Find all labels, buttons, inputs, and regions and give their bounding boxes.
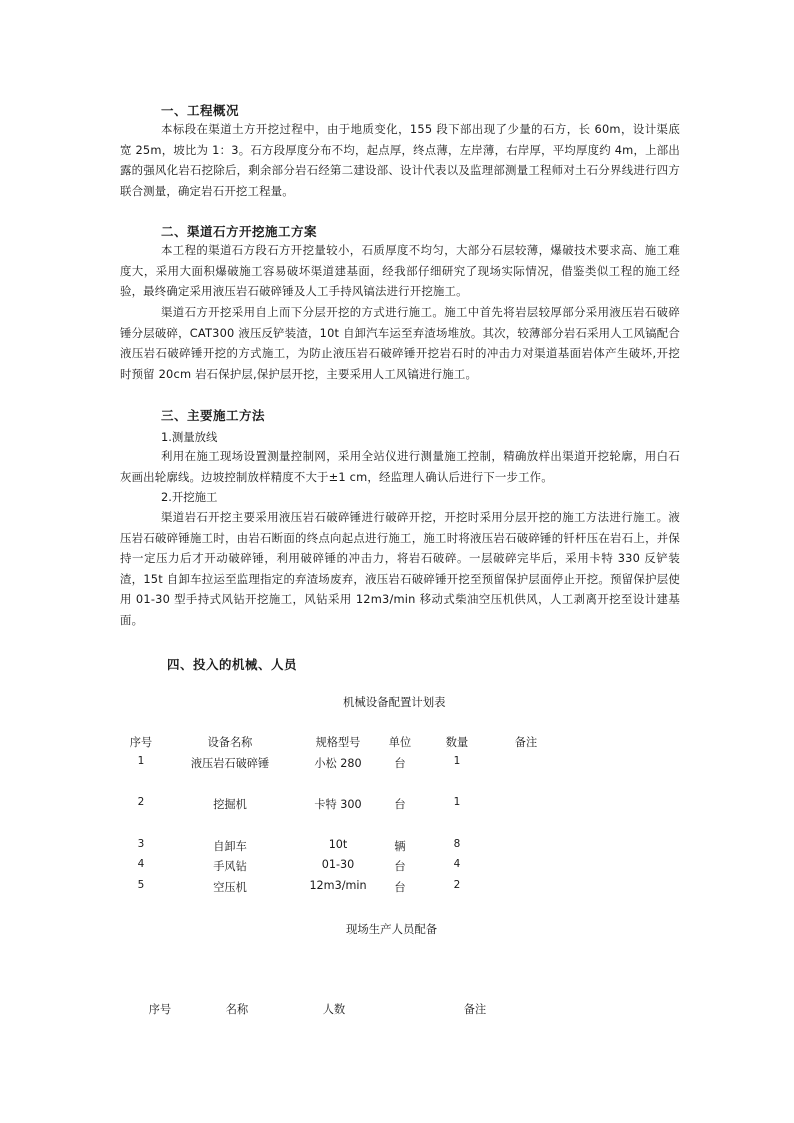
header-index: 序号 [129,736,153,749]
overview-paragraph: 本标段在渠道土方开挖过程中，由于地质变化，155 段下部出现了少量的石方，长 60m，设计渠底宽 25m，坡比为 1：3。石方段厚度分布不均，起点厚，终点薄，左岸薄，右岸厚，平均厚度约 4m，上部出露的强风化岩石挖除后，剩余部分岩石经第二建设部、设计代表以及监理部测量工程师对土石分界线进行四方联合测量，确定岩石开挖工程量。 [120,122,680,198]
survey-paragraph: 利用在施工现场设置测量控制网，采用全站仪进行测量施工控制，精确放样出渠道开挖轮廓，用白石灰画出轮廓线。边坡控制放样精度不大于±1 cm，经监理人确认后进行下一步工作。 [120,449,680,484]
row-unit: 台 [394,757,406,770]
row-model: 12m3/min [309,879,367,892]
header-remarks: 备注 [514,736,538,749]
header-equipment-name: 设备名称 [207,736,253,749]
header-index: 序号 [148,1003,172,1016]
personnel-table-caption: 现场生产人员配备 [346,922,438,936]
plan-paragraph-2: 渠道石方开挖采用自上而下分层开挖的方式进行施工。施工中首先将岩层较厚部分采用液压岩石破碎锤分层破碎，CAT300 液压反铲装渣，10t 自卸汽车运至弃渣场堆放。其次，较薄部分岩石采用人工风镐配合液压岩石破碎锤开挖的方式施工，为防止液压岩石破碎锤开挖岩石时的冲击力对渠道基面岩体产生破坏,开挖时预留 20cm 岩石保护层,保护层开挖，主要采用人工风镐进行施工。 [120,305,680,381]
header-model: 规格型号 [315,736,361,749]
row-equipment-name: 挖掘机 [213,798,247,811]
header-name: 名称 [225,1003,249,1016]
row-quantity: 1 [453,796,461,808]
excavation-paragraph: 渠道岩石开挖主要采用液压岩石破碎锤进行破碎开挖，开挖时采用分层开挖的施工方法进行施工。液压岩石破碎锤施工时，由岩石断面的终点向起点进行施工，施工时将液压岩石破碎锤的钎杆压在岩石上，并保持一定压力后才开动破碎锤，利用破碎锤的冲击力，将岩石破碎。一层破碎完毕后，采用卡特 330 反铲装渣，15t 自卸车拉运至监理指定的弃渣场废弃，液压岩石破碎锤开挖至预留保护层面停止开挖。预留保护层使用 01-30 型手持式风钻开挖施工，风钻采用 12m3/min 移动式柴油空压机供风，人工剥离开挖至设计建基面。 [120,510,680,627]
row-index: 5 [137,879,145,891]
row-unit: 台 [394,798,406,811]
subheading-survey: 1.测量放线 [161,430,218,444]
section-heading-overview: 一、工程概况 [161,103,240,118]
row-equipment-name: 空压机 [213,881,247,894]
row-equipment-name: 自卸车 [213,840,247,853]
row-index: 4 [137,858,145,870]
plan-paragraph-1: 本工程的渠道石方段石方开挖量较小，石质厚度不均匀，大部分石层较薄，爆破技术要求高、施工难度大，采用大面积爆破施工容易破坏渠道建基面，经我部仔细研究了现场实际情况，借鉴类似工程的施工经验，最终确定采用液压岩石破碎锤及人工手持风镐法进行开挖施工。 [120,243,680,298]
header-remarks: 备注 [463,1003,487,1016]
row-equipment-name: 手风钻 [213,860,247,873]
row-model: 小松 280 [314,757,362,770]
subheading-excavation: 2.开挖施工 [161,490,218,504]
row-model: 卡特 300 [314,798,362,811]
header-quantity: 数量 [445,736,469,749]
header-headcount: 人数 [322,1003,346,1016]
equipment-table-caption: 机械设备配置计划表 [343,695,446,709]
row-index: 3 [137,838,145,850]
row-quantity: 8 [453,838,461,850]
section-heading-resources: 四、投入的机械、人员 [167,657,298,672]
row-quantity: 2 [453,879,461,891]
row-model: 01-30 [321,858,355,871]
section-heading-methods: 三、主要施工方法 [161,408,266,423]
row-unit: 台 [394,881,406,894]
row-unit: 辆 [394,840,406,853]
row-quantity: 4 [453,858,461,870]
row-quantity: 1 [453,755,461,767]
section-heading-plan: 二、渠道石方开挖施工方案 [161,224,318,239]
row-index: 1 [137,755,145,767]
row-equipment-name: 液压岩石破碎锤 [190,757,270,770]
row-model: 10t [328,838,348,851]
header-unit: 单位 [388,736,412,749]
row-unit: 台 [394,860,406,873]
row-index: 2 [137,796,145,808]
